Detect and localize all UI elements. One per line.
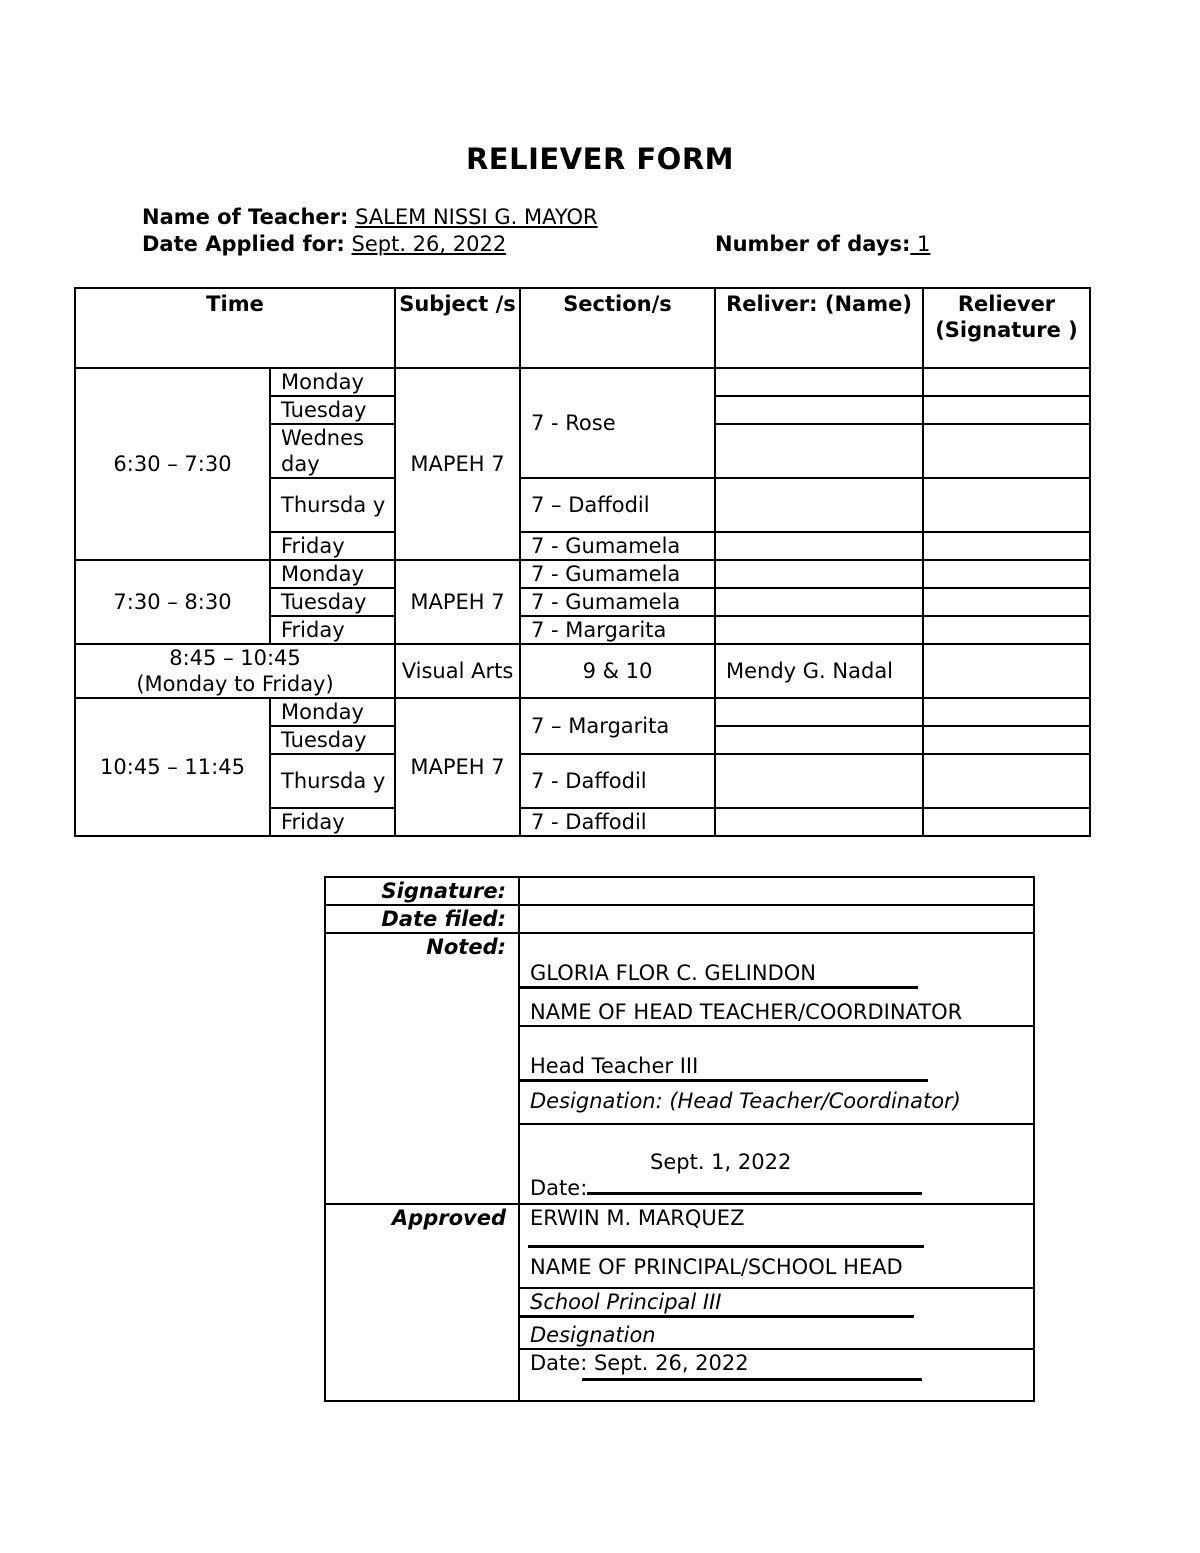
day-cell: Monday	[270, 368, 395, 396]
reliever-signature-cell[interactable]	[923, 424, 1090, 478]
reliever-signature-cell[interactable]	[923, 560, 1090, 588]
header-time: Time	[75, 288, 395, 368]
date-filed-row	[325, 905, 1034, 933]
principal-name: ERWIN M. MARQUEZ	[530, 1206, 745, 1230]
principal-title: School Principal III	[520, 1289, 914, 1318]
reliever-signature-cell[interactable]	[923, 396, 1090, 424]
date-filed-field[interactable]	[519, 905, 1034, 933]
reliever-name-cell[interactable]	[715, 754, 923, 808]
header-section: Section/s	[520, 288, 715, 368]
number-of-days-value: 1	[910, 232, 931, 256]
noted-label: Noted:	[325, 933, 519, 1204]
subject-cell: MAPEH 7	[395, 698, 520, 836]
principal-designation-caption: Designation	[530, 1323, 656, 1347]
date-applied-value: Sept. 26, 2022	[351, 232, 507, 256]
day-cell: Friday	[270, 532, 395, 560]
reliever-name-cell[interactable]	[715, 560, 923, 588]
subject-cell: MAPEH 7	[395, 560, 520, 644]
reliever-signature-cell[interactable]	[923, 754, 1090, 808]
section-cell: 9 & 10	[520, 644, 715, 698]
designation-caption: Designation: (Head Teacher/Coordinator)	[530, 1089, 961, 1113]
signature-label: Signature:	[325, 877, 519, 905]
reliever-name-cell[interactable]	[715, 424, 923, 478]
principal-name-cell	[519, 1204, 1034, 1288]
table-row	[75, 560, 1090, 588]
head-teacher-name-cell	[519, 933, 1034, 1026]
section-cell: 7 - Gumamela	[520, 560, 715, 588]
reliever-name-cell[interactable]	[715, 726, 923, 754]
reliever-signature-cell[interactable]	[923, 532, 1090, 560]
principal-name-line	[528, 1245, 924, 1248]
day-cell: Thursda y	[270, 754, 395, 808]
teacher-name-label: Name of Teacher:	[142, 205, 349, 229]
section-cell: 7 - Daffodil	[520, 808, 715, 836]
head-teacher-caption: NAME OF HEAD TEACHER/COORDINATOR	[530, 1000, 963, 1024]
teacher-name-value: SALEM NISSI G. MAYOR	[355, 205, 598, 229]
day-cell: Tuesday	[270, 726, 395, 754]
approved-row	[325, 1204, 1034, 1288]
reliever-name-cell[interactable]	[715, 368, 923, 396]
day-cell: Friday	[270, 616, 395, 644]
approved-label: Approved	[325, 1204, 519, 1401]
section-cell: 7 – Margarita	[520, 698, 715, 754]
approved-date-line	[582, 1378, 922, 1381]
noted-date-line	[587, 1192, 922, 1195]
reliever-name-cell[interactable]	[715, 396, 923, 424]
subject-cell: Visual Arts	[395, 644, 520, 698]
date-filed-label: Date filed:	[325, 905, 519, 933]
reliever-signature-cell[interactable]	[923, 808, 1090, 836]
date-applied-label: Date Applied for:	[142, 232, 345, 256]
approved-date-cell	[519, 1349, 1034, 1401]
section-cell: 7 – Daffodil	[520, 478, 715, 532]
time-cell: 6:30 – 7:30	[75, 368, 270, 560]
reliever-signature-cell[interactable]	[923, 698, 1090, 726]
subject-cell: MAPEH 7	[395, 368, 520, 560]
day-cell: Tuesday	[270, 396, 395, 424]
form-title: RELIEVER FORM	[465, 142, 735, 176]
schedule-header-row	[75, 288, 1090, 368]
reliever-signature-cell[interactable]	[923, 588, 1090, 616]
table-row	[75, 644, 1090, 698]
reliever-name-cell[interactable]	[715, 616, 923, 644]
section-cell: 7 - Gumamela	[520, 588, 715, 616]
header-reliever-signature: Reliever (Signature )	[923, 288, 1090, 368]
section-cell: 7 - Rose	[520, 368, 715, 478]
time-cell: 10:45 – 11:45	[75, 698, 270, 836]
time-range: 8:45 – 10:45	[169, 646, 301, 670]
number-of-days-label: Number of days:	[715, 232, 911, 256]
signature-row	[325, 877, 1034, 905]
teacher-name-line	[142, 205, 598, 229]
header-reliever-name: Reliver: (Name)	[715, 288, 923, 368]
reliever-signature-cell[interactable]	[923, 644, 1090, 698]
time-cell	[75, 644, 395, 698]
principal-title-cell	[519, 1288, 1034, 1349]
date-applied-line	[142, 232, 506, 256]
approval-table	[324, 876, 1035, 1402]
time-note: (Monday to Friday)	[136, 672, 334, 696]
day-cell: Tuesday	[270, 588, 395, 616]
noted-date-cell	[519, 1124, 1034, 1204]
noted-row	[325, 933, 1034, 1026]
reliever-name-cell[interactable]	[715, 588, 923, 616]
reliever-name-cell[interactable]: Mendy G. Nadal	[715, 644, 923, 698]
section-cell: 7 - Daffodil	[520, 754, 715, 808]
day-cell: Wednes day	[270, 424, 395, 478]
section-cell: 7 - Gumamela	[520, 532, 715, 560]
reliever-signature-cell[interactable]	[923, 368, 1090, 396]
header-subject: Subject /s	[395, 288, 520, 368]
time-cell: 7:30 – 8:30	[75, 560, 270, 644]
day-cell: Monday	[270, 560, 395, 588]
table-row	[75, 368, 1090, 396]
noted-date-value: Sept. 1, 2022	[650, 1150, 792, 1174]
head-teacher-title-cell	[519, 1026, 1034, 1124]
approved-date: Date: Sept. 26, 2022	[530, 1351, 749, 1375]
reliever-name-cell[interactable]	[715, 808, 923, 836]
noted-date-label: Date:	[530, 1176, 588, 1200]
head-teacher-name: GLORIA FLOR C. GELINDON	[520, 960, 918, 989]
reliever-signature-cell[interactable]	[923, 616, 1090, 644]
day-cell: Friday	[270, 808, 395, 836]
reliever-signature-cell[interactable]	[923, 726, 1090, 754]
section-cell: 7 - Margarita	[520, 616, 715, 644]
reliever-signature-cell[interactable]	[923, 478, 1090, 532]
head-teacher-title: Head Teacher III	[520, 1053, 928, 1082]
reliever-name-cell[interactable]	[715, 698, 923, 726]
day-cell: Thursda y	[270, 478, 395, 532]
day-cell: Monday	[270, 698, 395, 726]
reliever-name-cell[interactable]	[715, 478, 923, 532]
reliever-name-cell[interactable]	[715, 532, 923, 560]
signature-field[interactable]	[519, 877, 1034, 905]
schedule-table	[74, 287, 1091, 837]
number-of-days-line	[715, 232, 930, 256]
principal-caption: NAME OF PRINCIPAL/SCHOOL HEAD	[530, 1255, 903, 1279]
table-row	[75, 698, 1090, 726]
